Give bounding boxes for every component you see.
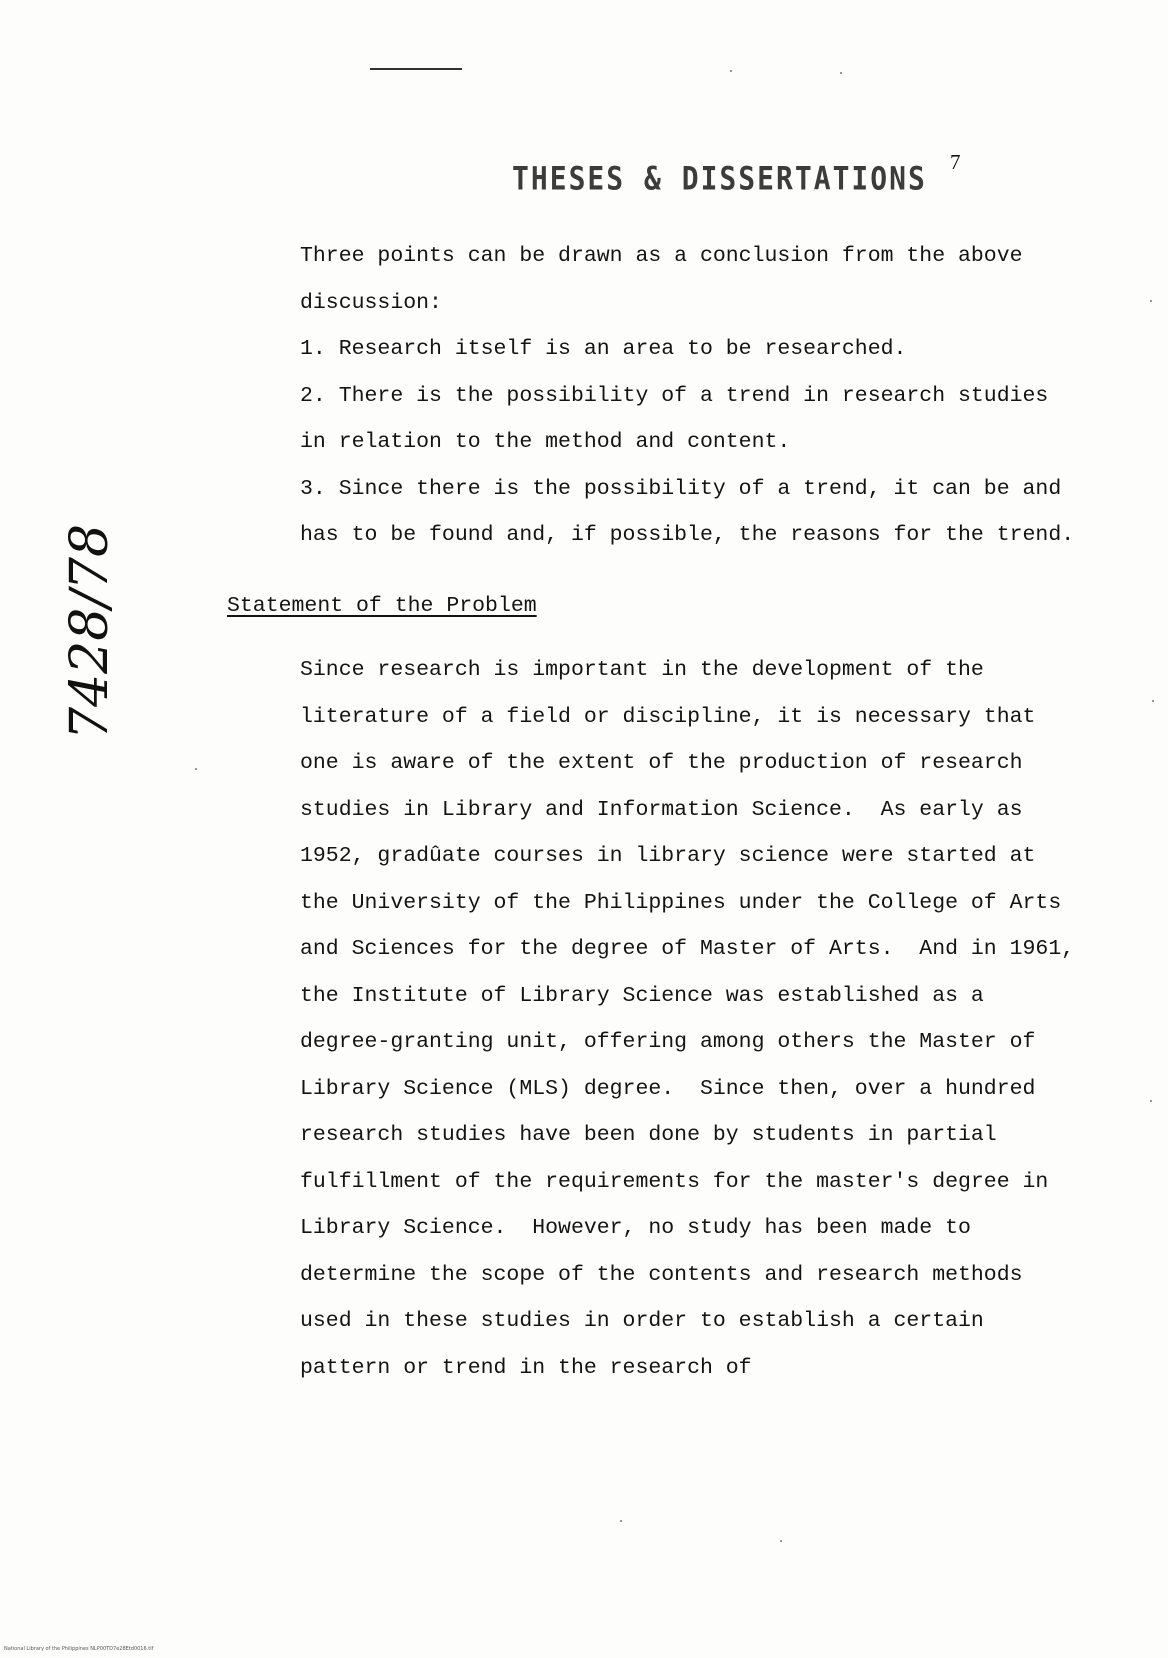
point-1: 1. Research itself is an area to be researched.	[300, 337, 907, 361]
intro-paragraph: Three points can be drawn as a conclusion from the above discussion:	[300, 244, 1036, 315]
page-number: 7	[950, 150, 961, 174]
scan-speck	[1150, 300, 1152, 302]
handwritten-accession-number: 7428/78	[60, 523, 120, 740]
problem-paragraph: Since research is important in the development of the literature of a field or discipline, it is necessary that one is aware of the extent of the production of research studies in Library and Information Science. As early as 1952, gradûate courses in library science were started at the University of the Philippines under the College of Arts and Sciences for the degree of Master of Arts. And in 1961, the Institute of Library Science was established as a degree-granting unit, offering among others the Master of Library Science (MLS) degree. Since then, over a hundred research studies have been done by students in partial fulfillment of the requirements for the master's degree in Library Science. However, no study has been made to determine the scope of the contents and research methods used in these studies in order to establish a certain pattern or trend in the research of	[300, 658, 1088, 1380]
scan-speck	[1152, 700, 1154, 702]
top-rule	[370, 68, 462, 70]
point-2: 2. There is the possibility of a trend in research studies in relation to the method and content.	[300, 383, 1062, 454]
scan-footer: National Library of the Philippines NLP00TD7e28Etd0016.tif	[4, 1646, 154, 1652]
scan-speck	[840, 72, 842, 74]
scan-speck	[620, 1520, 622, 1522]
point-3: 3. Since there is the possibility of a trend, it can be and has to be found and, if possible, the reasons for the trend.	[300, 476, 1075, 547]
scan-speck	[1150, 1100, 1152, 1102]
scan-speck	[780, 1540, 782, 1542]
scan-speck	[195, 768, 197, 770]
section-heading: Statement of the Problem	[227, 593, 537, 618]
scan-speck	[730, 70, 732, 72]
theses-stamp: THESES & DISSERTATIONS	[512, 159, 927, 198]
body-text	[227, 233, 1087, 1391]
